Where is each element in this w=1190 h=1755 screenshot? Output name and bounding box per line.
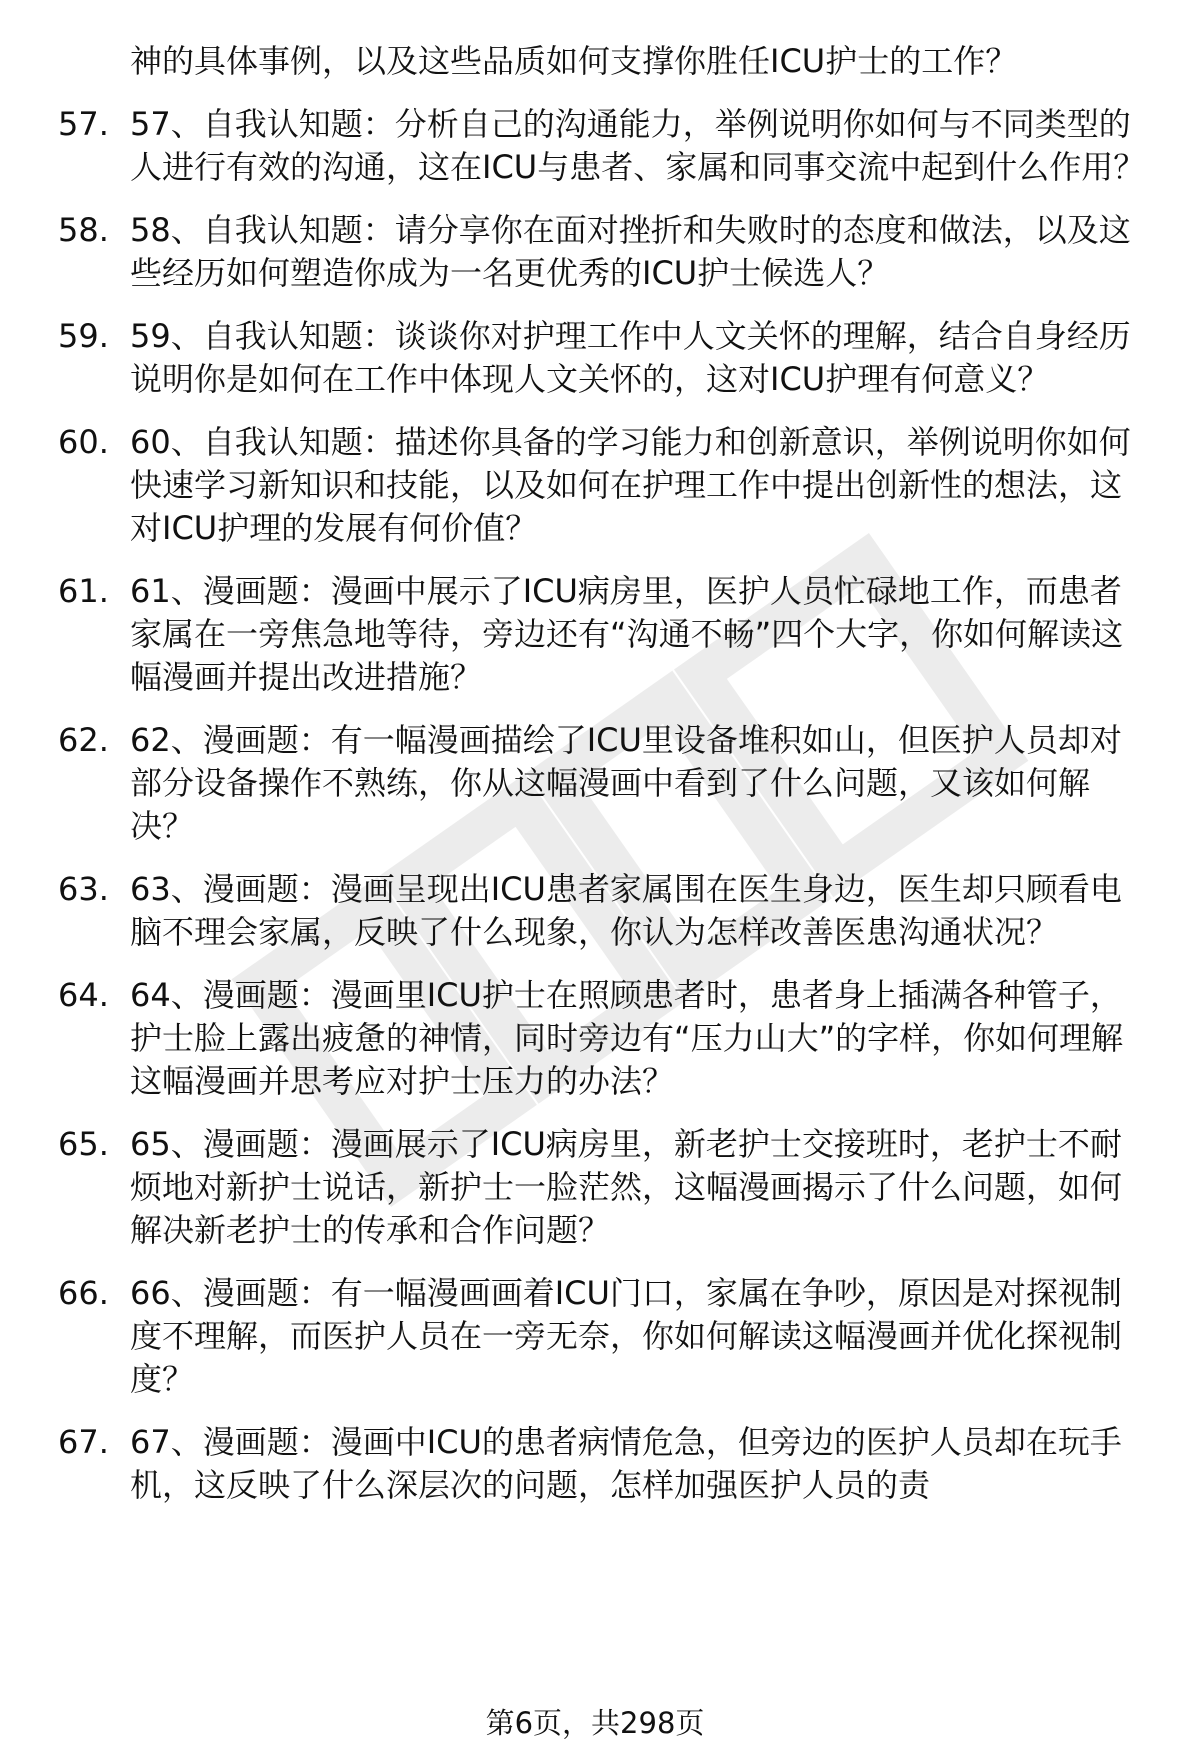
question-text: 61、漫画题：漫画中展示了ICU病房里，医护人员忙碌地工作，而患者家属在一旁焦急地等待，旁边还有“沟通不畅”四个大字，你如何解读这幅漫画并提出改进措施？ [130,572,1124,696]
question-number: 61. [58,572,109,610]
question-item [58,570,1148,699]
question-item [58,209,1148,295]
question-item [58,868,1148,954]
question-item [58,1421,1148,1507]
question-number: 62. [58,721,109,759]
question-number: 64. [58,976,109,1014]
question-number: 65. [58,1125,109,1163]
question-number: 60. [58,423,109,461]
question-item [58,974,1148,1103]
question-text: 62、漫画题：有一幅漫画描绘了ICU里设备堆积如山，但医护人员却对部分设备操作不熟练，你从这幅漫画中看到了什么问题，又该如何解决？ [130,721,1122,845]
question-content [58,40,1148,1527]
question-item [58,103,1148,189]
question-number: 59. [58,317,109,355]
question-item [58,1272,1148,1401]
question-text: 67、漫画题：漫画中ICU的患者病情危急，但旁边的医护人员却在玩手机，这反映了什么深层次的问题，怎样加强医护人员的责 [130,1423,1122,1504]
question-number: 66. [58,1274,109,1312]
question-text: 59、自我认知题：谈谈你对护理工作中人文关怀的理解，结合自身经历说明你是如何在工作中体现人文关怀的，这对ICU护理有何意义？ [130,317,1131,398]
question-number: 67. [58,1423,109,1461]
question-item [58,421,1148,550]
question-text: 57、自我认知题：分析自己的沟通能力，举例说明你如何与不同类型的人进行有效的沟通，这在ICU与患者、家属和同事交流中起到什么作用？ [130,105,1146,186]
question-item [58,315,1148,401]
question-text: 58、自我认知题：请分享你在面对挫折和失败时的态度和做法，以及这些经历如何塑造你成为一名更优秀的ICU护士候选人？ [130,211,1131,292]
page-footer: 第6页，共298页 [485,1706,705,1740]
question-text: 60、自我认知题：描述你具备的学习能力和创新意识，举例说明你如何快速学习新知识和技能，以及如何在护理工作中提出创新性的想法，这对ICU护理的发展有何价值？ [130,423,1131,547]
question-number: 58. [58,211,109,249]
continued-question-text: 神的具体事例，以及这些品质如何支撑你胜任ICU护士的工作？ [130,42,1018,80]
question-item [58,1123,1148,1252]
question-item [58,719,1148,848]
question-number: 63. [58,870,109,908]
question-number: 57. [58,105,109,143]
question-text: 66、漫画题：有一幅漫画画着ICU门口，家属在争吵，原因是对探视制度不理解，而医护人员在一旁无奈，你如何解读这幅漫画并优化探视制度？ [130,1274,1123,1398]
question-text: 65、漫画题：漫画展示了ICU病房里，新老护士交接班时，老护士不耐烦地对新护士说话，新护士一脸茫然，这幅漫画揭示了什么问题，如何解决新老护士的传承和合作问题？ [130,1125,1123,1249]
question-text: 63、漫画题：漫画呈现出ICU患者家属围在医生身边，医生却只顾看电脑不理会家属，反映了什么现象，你认为怎样改善医患沟通状况？ [130,870,1122,951]
question-list [58,103,1148,1507]
question-text: 64、漫画题：漫画里ICU护士在照顾患者时，患者身上插满各种管子，护士脸上露出疲惫的神情，同时旁边有“压力山大”的字样，你如何理解这幅漫画并思考应对护士压力的办法？ [130,976,1124,1100]
